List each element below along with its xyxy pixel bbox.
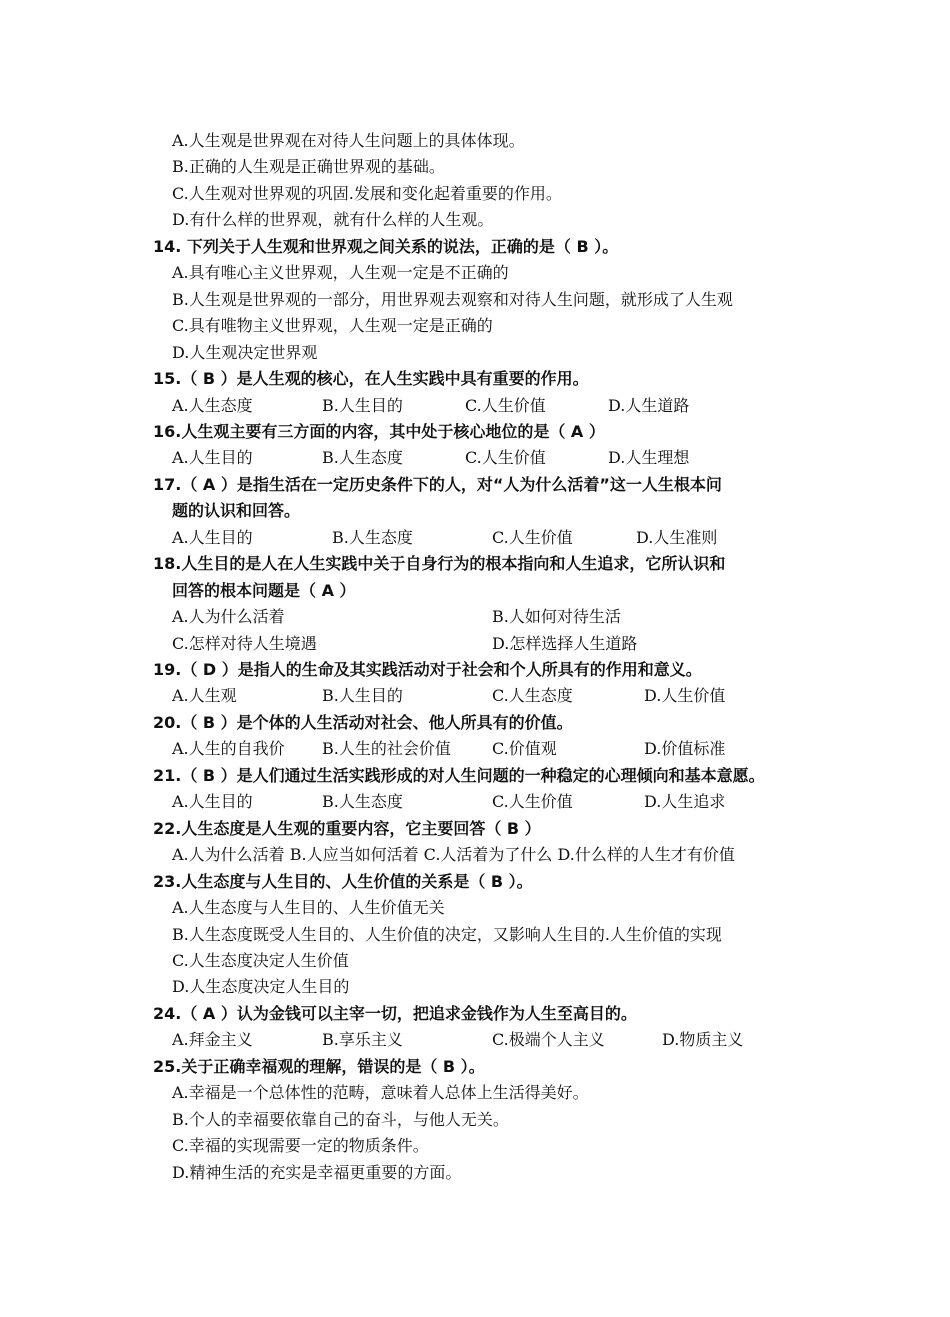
answer-option: D.精神生活的充实是幸福更重要的方面。 [172, 1163, 462, 1182]
question-text: 22.人生态度是人生观的重要内容，它主要回答（ B ） [153, 819, 541, 838]
answer-option: D.人生价值 [644, 686, 726, 705]
answer-option: A.人生目的 [172, 448, 253, 467]
answer-option: A.拜金主义 [172, 1030, 253, 1049]
answer-option: C.人生态度 [492, 686, 573, 705]
answer-option: A.人生的自我价 [172, 739, 285, 758]
answer-option: B.个人的幸福要依靠自己的奋斗，与他人无关。 [172, 1110, 509, 1129]
answer-option: C.价值观 [492, 739, 557, 758]
question-text: 24.（ A ）认为金钱可以主宰一切，把追求金钱作为人生至高目的。 [153, 1004, 637, 1023]
answer-option: D.人生态度决定人生目的 [172, 977, 350, 996]
answer-option: C.幸福的实现需要一定的物质条件。 [172, 1136, 429, 1155]
answer-option: B.人如何对待生活 [492, 607, 621, 626]
answer-option: B.享乐主义 [322, 1030, 403, 1049]
question-text: 19.（ D ）是指人的生命及其实践活动对于社会和个人所具有的作用和意义。 [153, 660, 702, 679]
answer-option: B.正确的人生观是正确世界观的基础。 [172, 157, 445, 176]
answer-option: C.人生价值 [465, 448, 546, 467]
answer-option: C.人生态度决定人生价值 [172, 951, 349, 970]
answer-option: A.人生观 [172, 686, 237, 705]
answer-option: C.具有唯物主义世界观，人生观一定是正确的 [172, 316, 493, 335]
answer-option: D.价值标准 [644, 739, 726, 758]
answer-option: C.人生价值 [465, 396, 546, 415]
question-text: 14. 下列关于人生观和世界观之间关系的说法，正确的是（ B ）。 [153, 237, 619, 256]
answer-option: A.人为什么活着 [172, 607, 285, 626]
answer-option: D.物质主义 [662, 1030, 744, 1049]
answer-option: A.人生目的 [172, 792, 253, 811]
answer-option: B.人生的社会价值 [322, 739, 451, 758]
answer-option: D.有什么样的世界观，就有什么样的人生观。 [172, 210, 494, 229]
answer-option: A.幸福是一个总体性的范畴，意味着人总体上生活得美好。 [172, 1083, 589, 1102]
answer-option: B.人生态度 [322, 448, 403, 467]
answer-option: A.人生目的 [172, 528, 253, 547]
answer-option: C.人生观对世界观的巩固.发展和变化起着重要的作用。 [172, 184, 562, 203]
answer-option: C.人生价值 [492, 792, 573, 811]
answer-option: B.人生目的 [322, 396, 403, 415]
question-text: 25.关于正确幸福观的理解，错误的是（ B ）。 [153, 1057, 485, 1076]
question-text: 16.人生观主要有三方面的内容，其中处于核心地位的是（ A ） [153, 422, 605, 441]
answer-option: C.极端个人主义 [492, 1030, 605, 1049]
answer-option: B.人生观是世界观的一部分，用世界观去观察和对待人生问题，就形成了人生观 [172, 290, 733, 309]
answer-option: D.人生道路 [608, 396, 690, 415]
answer-option: D.人生准则 [636, 528, 718, 547]
answer-option: A.人生观是世界观在对待人生问题上的具体体现。 [172, 131, 525, 150]
answer-option: D.人生理想 [608, 448, 690, 467]
answer-option: C.怎样对待人生境遇 [172, 634, 317, 653]
answer-option: D.人生观决定世界观 [172, 343, 318, 362]
answer-option: A.具有唯心主义世界观，人生观一定是不正确的 [172, 263, 509, 282]
answer-option: C.人生价值 [492, 528, 573, 547]
question-text: 23.人生态度与人生目的、人生价值的关系是（ B ）。 [153, 872, 533, 891]
answer-option: D.人生追求 [644, 792, 726, 811]
question-text: 17.（ A ）是指生活在一定历史条件下的人，对“人为什么活着”这一人生根本问 [153, 475, 722, 494]
answer-option: A.人生态度 [172, 396, 253, 415]
answer-option: B.人生态度 [322, 792, 403, 811]
question-text: 21.（ B ）是人们通过生活实践形成的对人生问题的一种稳定的心理倾向和基本意愿。 [153, 766, 765, 785]
answer-option: A.人生态度与人生目的、人生价值无关 [172, 898, 445, 917]
answer-option: B.人生目的 [322, 686, 403, 705]
answer-option: A.人为什么活着 B.人应当如何活着 C.人活着为了什么 D.什么样的人生才有价值 [172, 845, 735, 864]
question-text: 15.（ B ）是人生观的核心，在人生实践中具有重要的作用。 [153, 369, 589, 388]
answer-option: D.怎样选择人生道路 [492, 634, 638, 653]
question-text: 18.人生目的是人在人生实践中关于自身行为的根本指向和人生追求，它所认识和 [153, 554, 726, 573]
question-text-continued: 回答的根本问题是（ A ） [172, 581, 356, 600]
question-text: 20.（ B ）是个体的人生活动对社会、他人所具有的价值。 [153, 713, 573, 732]
answer-option: B.人生态度 [332, 528, 413, 547]
answer-option: B.人生态度既受人生目的、人生价值的决定，又影响人生目的.人生价值的实现 [172, 925, 722, 944]
question-text-continued: 题的认识和回答。 [172, 501, 301, 520]
